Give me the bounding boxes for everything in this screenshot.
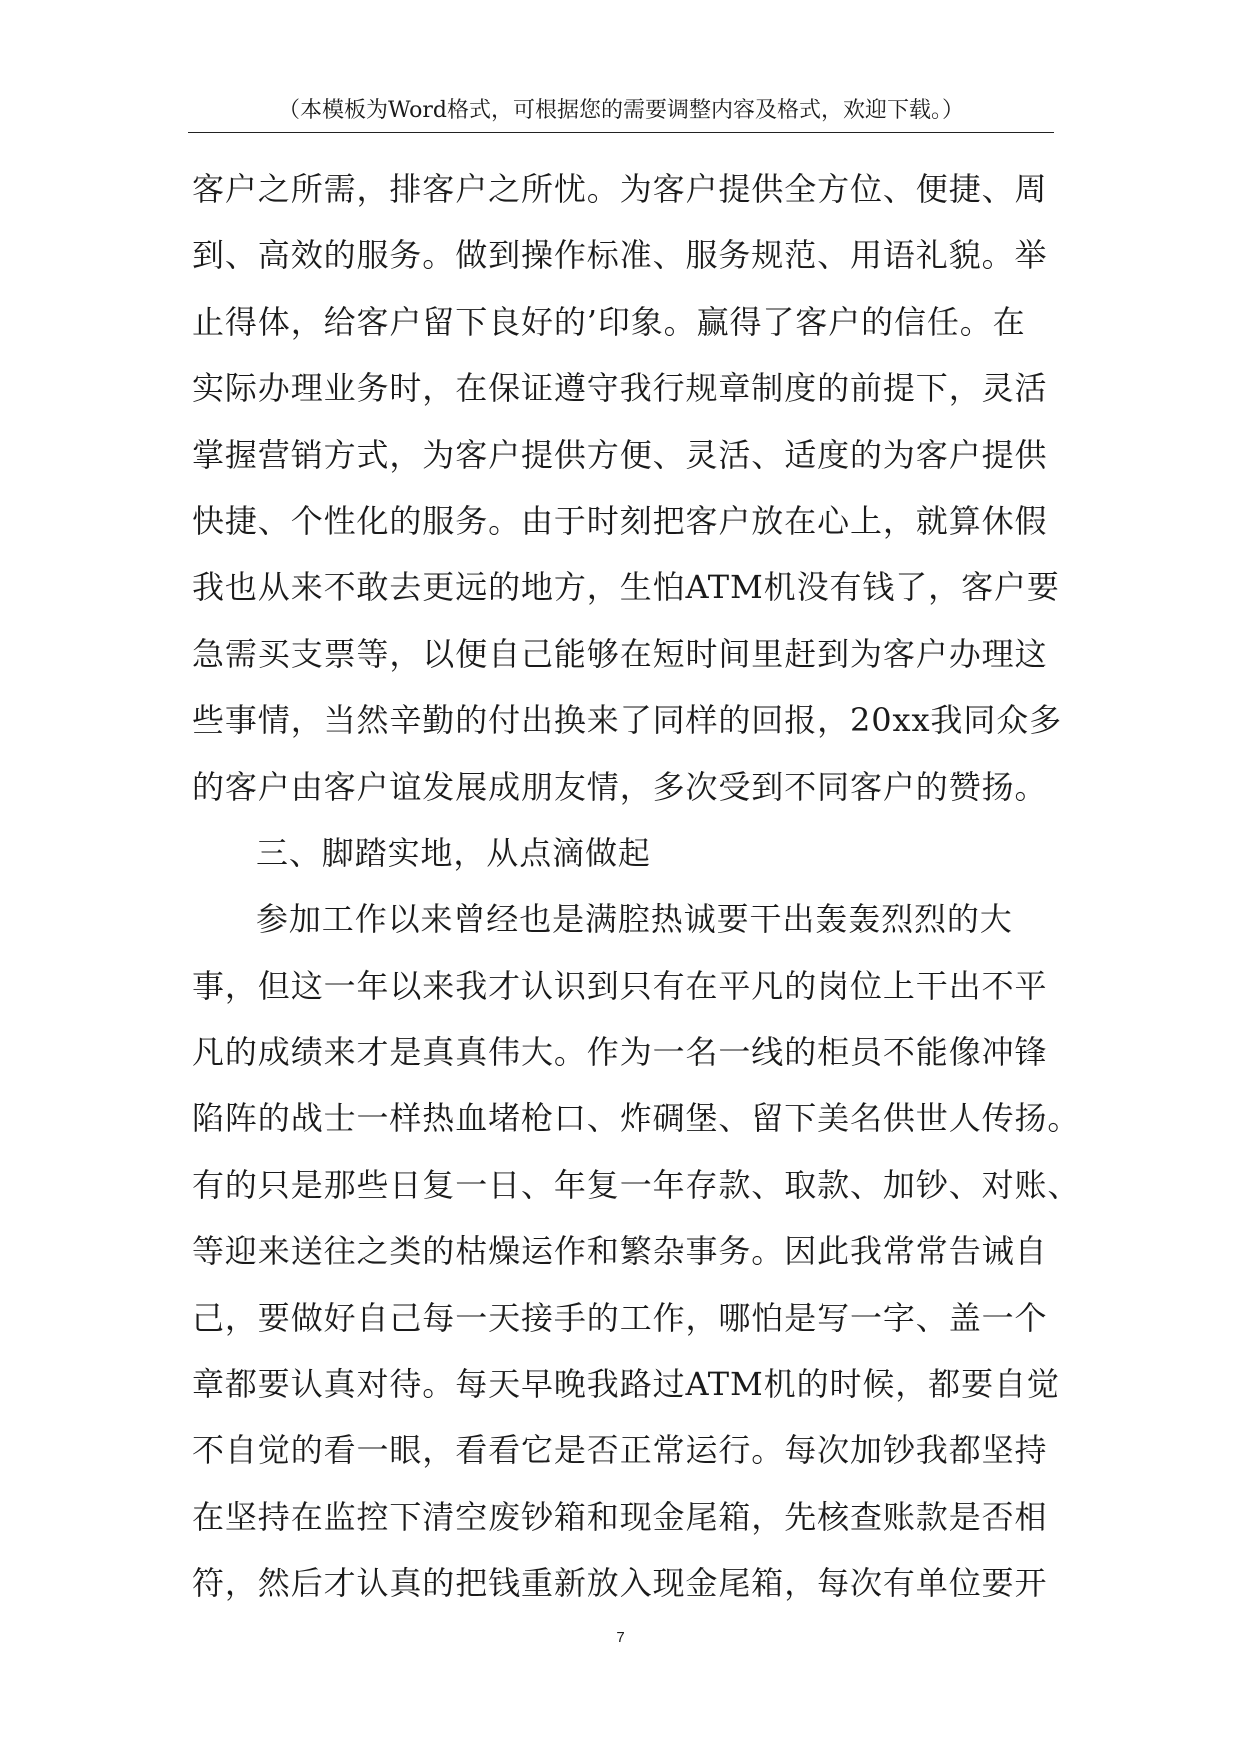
- body-line: 客户之所需，排客户之所忧。为客户提供全方位、便捷、周: [192, 170, 1048, 208]
- body-line: 陷阵的战士一样热血堵枪口、炸碉堡、留下美名供世人传扬。: [192, 1099, 1081, 1138]
- body-line: 到、高效的服务。做到操作标准、服务规范、用语礼貌。举: [192, 236, 1048, 275]
- body-line: 些事情，当然辛勤的付出换来了同样的回报，20xx我同众多: [192, 701, 1063, 740]
- page-header-note: （本模板为Word格式，可根据您的需要调整内容及格式，欢迎下载。）: [278, 98, 964, 123]
- body-line: 掌握营销方式，为客户提供方便、灵活、适度的为客户提供: [192, 435, 1048, 474]
- body-line: 急需买支票等，以便自己能够在短时间里赶到为客户办理这: [192, 634, 1048, 673]
- header-divider: [188, 132, 1054, 133]
- body-line: 止得体，给客户留下良好的’印象。赢得了客户的信任。在: [192, 302, 1026, 341]
- body-line: 章都要认真对待。每天早晚我路过ATM机的时候，都要自觉: [192, 1365, 1060, 1404]
- body-line: 凡的成绩来才是真真伟大。作为一名一线的柜员不能像冲锋: [192, 1033, 1048, 1072]
- body-line: 的客户由客户谊发展成朋友情，多次受到不同客户的赞扬。: [192, 767, 1048, 806]
- body-line: 我也从来不敢去更远的地方，生怕ATM机没有钱了，客户要: [192, 568, 1060, 607]
- body-line: 不自觉的看一眼，看看它是否正常运行。每次加钞我都坚持: [192, 1431, 1048, 1470]
- page-number: 7: [616, 1629, 625, 1646]
- document-body: [192, 156, 1081, 1617]
- body-line: 实际办理业务时，在保证遵守我行规章制度的前提下，灵活: [192, 369, 1048, 408]
- paragraph-first-line: 参加工作以来曾经也是满腔热诚要干出轰轰烈烈的大: [256, 900, 1013, 939]
- body-line: 己，要做好自己每一天接手的工作，哪怕是写一字、盖一个: [192, 1298, 1048, 1337]
- section-heading: 三、脚踏实地，从点滴做起: [256, 833, 651, 872]
- body-line: 有的只是那些日复一日、年复一年存款、取款、加钞、对账、: [192, 1165, 1081, 1204]
- body-line: 符，然后才认真的把钱重新放入现金尾箱，每次有单位要开: [192, 1564, 1048, 1603]
- body-line: 等迎来送往之类的枯燥运作和繁杂事务。因此我常常告诫自: [192, 1232, 1048, 1271]
- body-line: 在坚持在监控下清空废钞箱和现金尾箱，先核查账款是否相: [192, 1497, 1048, 1536]
- body-line: 事，但这一年以来我才认识到只有在平凡的岗位上干出不平: [192, 966, 1048, 1005]
- body-line: 快捷、个性化的服务。由于时刻把客户放在心上，就算休假: [192, 501, 1048, 540]
